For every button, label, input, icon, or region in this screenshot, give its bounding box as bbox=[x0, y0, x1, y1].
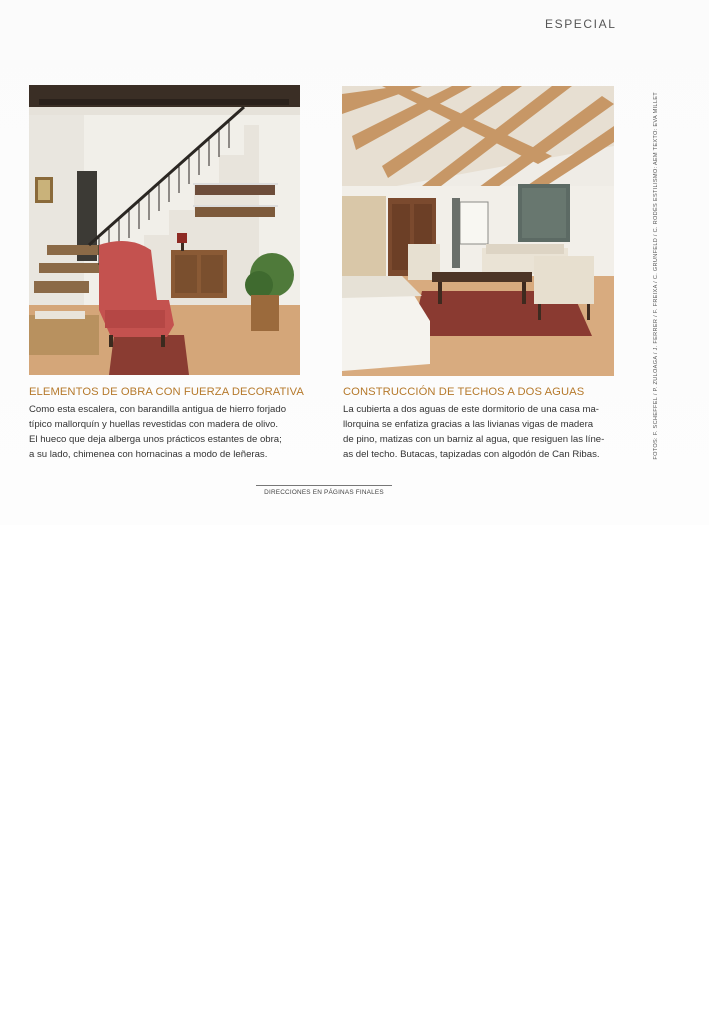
left-caption-line: Como esta escalera, con barandilla antigua de hierro forjado bbox=[29, 404, 287, 415]
left-caption-line: a su lado, chimenea con hornacinas a modo de leñeras. bbox=[29, 449, 268, 460]
right-caption-line: llorquina se enfatiza gracias a las livianas vigas de madera bbox=[343, 419, 594, 430]
left-caption-body bbox=[29, 402, 303, 462]
bedroom-beams-photo bbox=[342, 86, 614, 376]
right-caption-title: CONSTRUCCIÓN DE TECHOS A DOS AGUAS bbox=[343, 386, 585, 398]
section-label: ESPECIAL bbox=[545, 17, 617, 31]
right-caption-body bbox=[343, 402, 616, 462]
photo-credits: FOTOS: F. SCHEFFEL / P. ZULOAGA / J. FERRER / F. FREIXA / C. GRUNFELD / C. RODÉS ESTILISMO: AEM TEXTO: EVA MILLET bbox=[653, 92, 659, 460]
staircase-room-photo bbox=[29, 85, 300, 375]
footer-divider bbox=[256, 485, 392, 486]
right-caption-line: de pino, matizas con un barniz al agua, que resiguen las líne- bbox=[343, 434, 605, 445]
footer-note: DIRECCIONES EN PÁGINAS FINALES bbox=[264, 489, 384, 496]
left-caption-line: El hueco que deja alberga unos prácticos estantes de obra; bbox=[29, 434, 282, 445]
right-caption-line: as del techo. Butacas, tapizadas con algodón de Can Ribas. bbox=[343, 449, 600, 460]
left-caption-line: típico mallorquín y huellas revestidas con madera de olivo. bbox=[29, 419, 279, 430]
left-caption-title: ELEMENTOS DE OBRA CON FUERZA DECORATIVA bbox=[29, 386, 304, 398]
right-caption-line: La cubierta a dos aguas de este dormitorio de una casa ma- bbox=[343, 404, 599, 415]
